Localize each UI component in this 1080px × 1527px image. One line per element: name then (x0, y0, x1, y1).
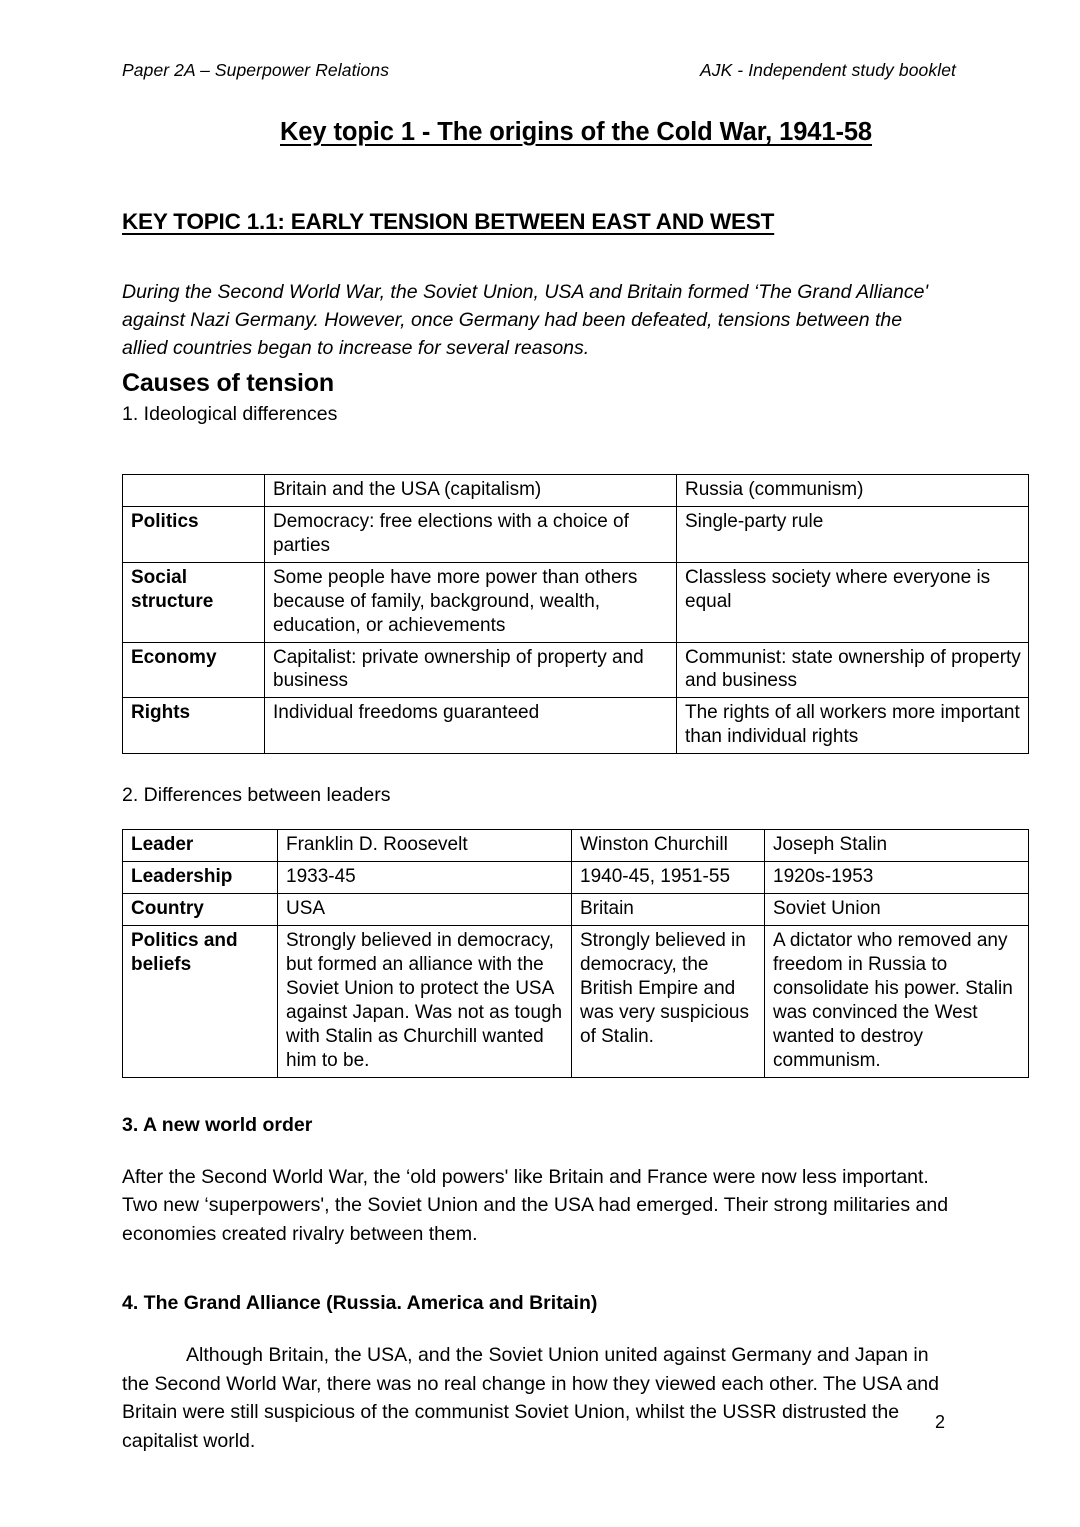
ideology-row-label-economy: Economy (123, 642, 265, 698)
leaders-stalin-country: Soviet Union (765, 894, 1029, 926)
ideology-east-social-structure: Classless society where everyone is equal (677, 562, 1029, 642)
table-row (123, 642, 1029, 698)
ideology-header-west: Britain and the USA (capitalism) (265, 474, 677, 506)
table-row (123, 894, 1029, 926)
table-row (123, 830, 1029, 862)
leaders-roosevelt-beliefs: Strongly believed in democracy, but formed an alliance with the Soviet Union to protect the USA against Japan. Was not as tough with Stalin as Churchill wanted him to be. (278, 926, 572, 1078)
leaders-stalin-beliefs: A dictator who removed any freedom in Russia to consolidate his power. Stalin was convinced the West wanted to destroy communism. (765, 926, 1029, 1078)
page-title: Key topic 1 - The origins of the Cold War, 1941-58 (279, 118, 872, 146)
leaders-row-label-country: Country (123, 894, 278, 926)
leaders-stalin-name: Joseph Stalin (765, 830, 1029, 862)
leaders-row-label-politics-beliefs: Politics and beliefs (123, 926, 278, 1078)
ideology-west-rights: Individual freedoms guaranteed (265, 698, 677, 754)
running-header (122, 60, 962, 81)
topic-heading: KEY TOPIC 1.1: EARLY TENSION BETWEEN EAST AND WEST (122, 209, 775, 234)
ideology-header-east: Russia (communism) (677, 474, 1029, 506)
ideology-west-politics: Democracy: free elections with a choice of parties (265, 506, 677, 562)
section-3-body: After the Second World War, the ‘old powers' like Britain and France were now less important. Two new ‘superpowers', the Soviet Union and the USA had emerged. Their strong militaries and economies created rivalry between them. (122, 1165, 949, 1245)
ideology-row-label-social-structure: Social structure (123, 562, 265, 642)
cause-1-label: 1. Ideological differences (122, 402, 338, 425)
document-content (122, 118, 1030, 1455)
leaders-row-label-leader: Leader (123, 830, 278, 862)
leaders-roosevelt-leadership: 1933-45 (278, 862, 572, 894)
ideology-east-economy: Communist: state ownership of property and business (677, 642, 1029, 698)
page-number: 2 (935, 1412, 946, 1432)
ideology-east-rights: The rights of all workers more important than individual rights (677, 698, 1029, 754)
leaders-row-label-leadership: Leadership (123, 862, 278, 894)
table-row (123, 506, 1029, 562)
leaders-roosevelt-country: USA (278, 894, 572, 926)
section-3-heading: 3. A new world order (122, 1113, 313, 1136)
table-row (123, 926, 1029, 1078)
ideology-row-label-politics: Politics (123, 506, 265, 562)
leaders-churchill-name: Winston Churchill (572, 830, 765, 862)
section-4-heading: 4. The Grand Alliance (Russia. America and Britain) (122, 1292, 598, 1315)
leaders-stalin-leadership: 1920s-1953 (765, 862, 1029, 894)
ideology-row-label-rights: Rights (123, 698, 265, 754)
table-row (123, 698, 1029, 754)
leaders-churchill-country: Britain (572, 894, 765, 926)
leaders-roosevelt-name: Franklin D. Roosevelt (278, 830, 572, 862)
table-row (123, 474, 1029, 506)
header-left-text: Paper 2A – Superpower Relations (122, 60, 390, 80)
intro-paragraph: During the Second World War, the Soviet Union, USA and Britain formed ‘The Grand Alliance' against Nazi Germany. However, once Germany had been defeated, tensions between the allied countries began to increase for several reasons. (122, 281, 929, 359)
header-right-text: AJK - Independent study booklet (699, 60, 956, 80)
ideology-comparison-table (122, 474, 1029, 754)
ideology-west-economy: Capitalist: private ownership of property and business (265, 642, 677, 698)
ideology-west-social-structure: Some people have more power than others because of family, background, wealth, education, or achievements (265, 562, 677, 642)
ideology-east-politics: Single-party rule (677, 506, 1029, 562)
leaders-comparison-table (122, 829, 1029, 1077)
cause-2-label: 2. Differences between leaders (122, 784, 391, 807)
table-row (123, 862, 1029, 894)
leaders-churchill-leadership: 1940-45, 1951-55 (572, 862, 765, 894)
leaders-churchill-beliefs: Strongly believed in democracy, the British Empire and was very suspicious of Stalin. (572, 926, 765, 1078)
table-row (123, 562, 1029, 642)
section-4-body: Although Britain, the USA, and the Soviet Union united against Germany and Japan in the Second World War, there was no real change in how they viewed each other. The USA and Britain were still suspicious of the communist Soviet Union, whilst the USSR distrusted the capitalist world. (122, 1344, 939, 1452)
causes-heading: Causes of tension (122, 368, 334, 397)
ideology-header-blank (123, 474, 265, 506)
